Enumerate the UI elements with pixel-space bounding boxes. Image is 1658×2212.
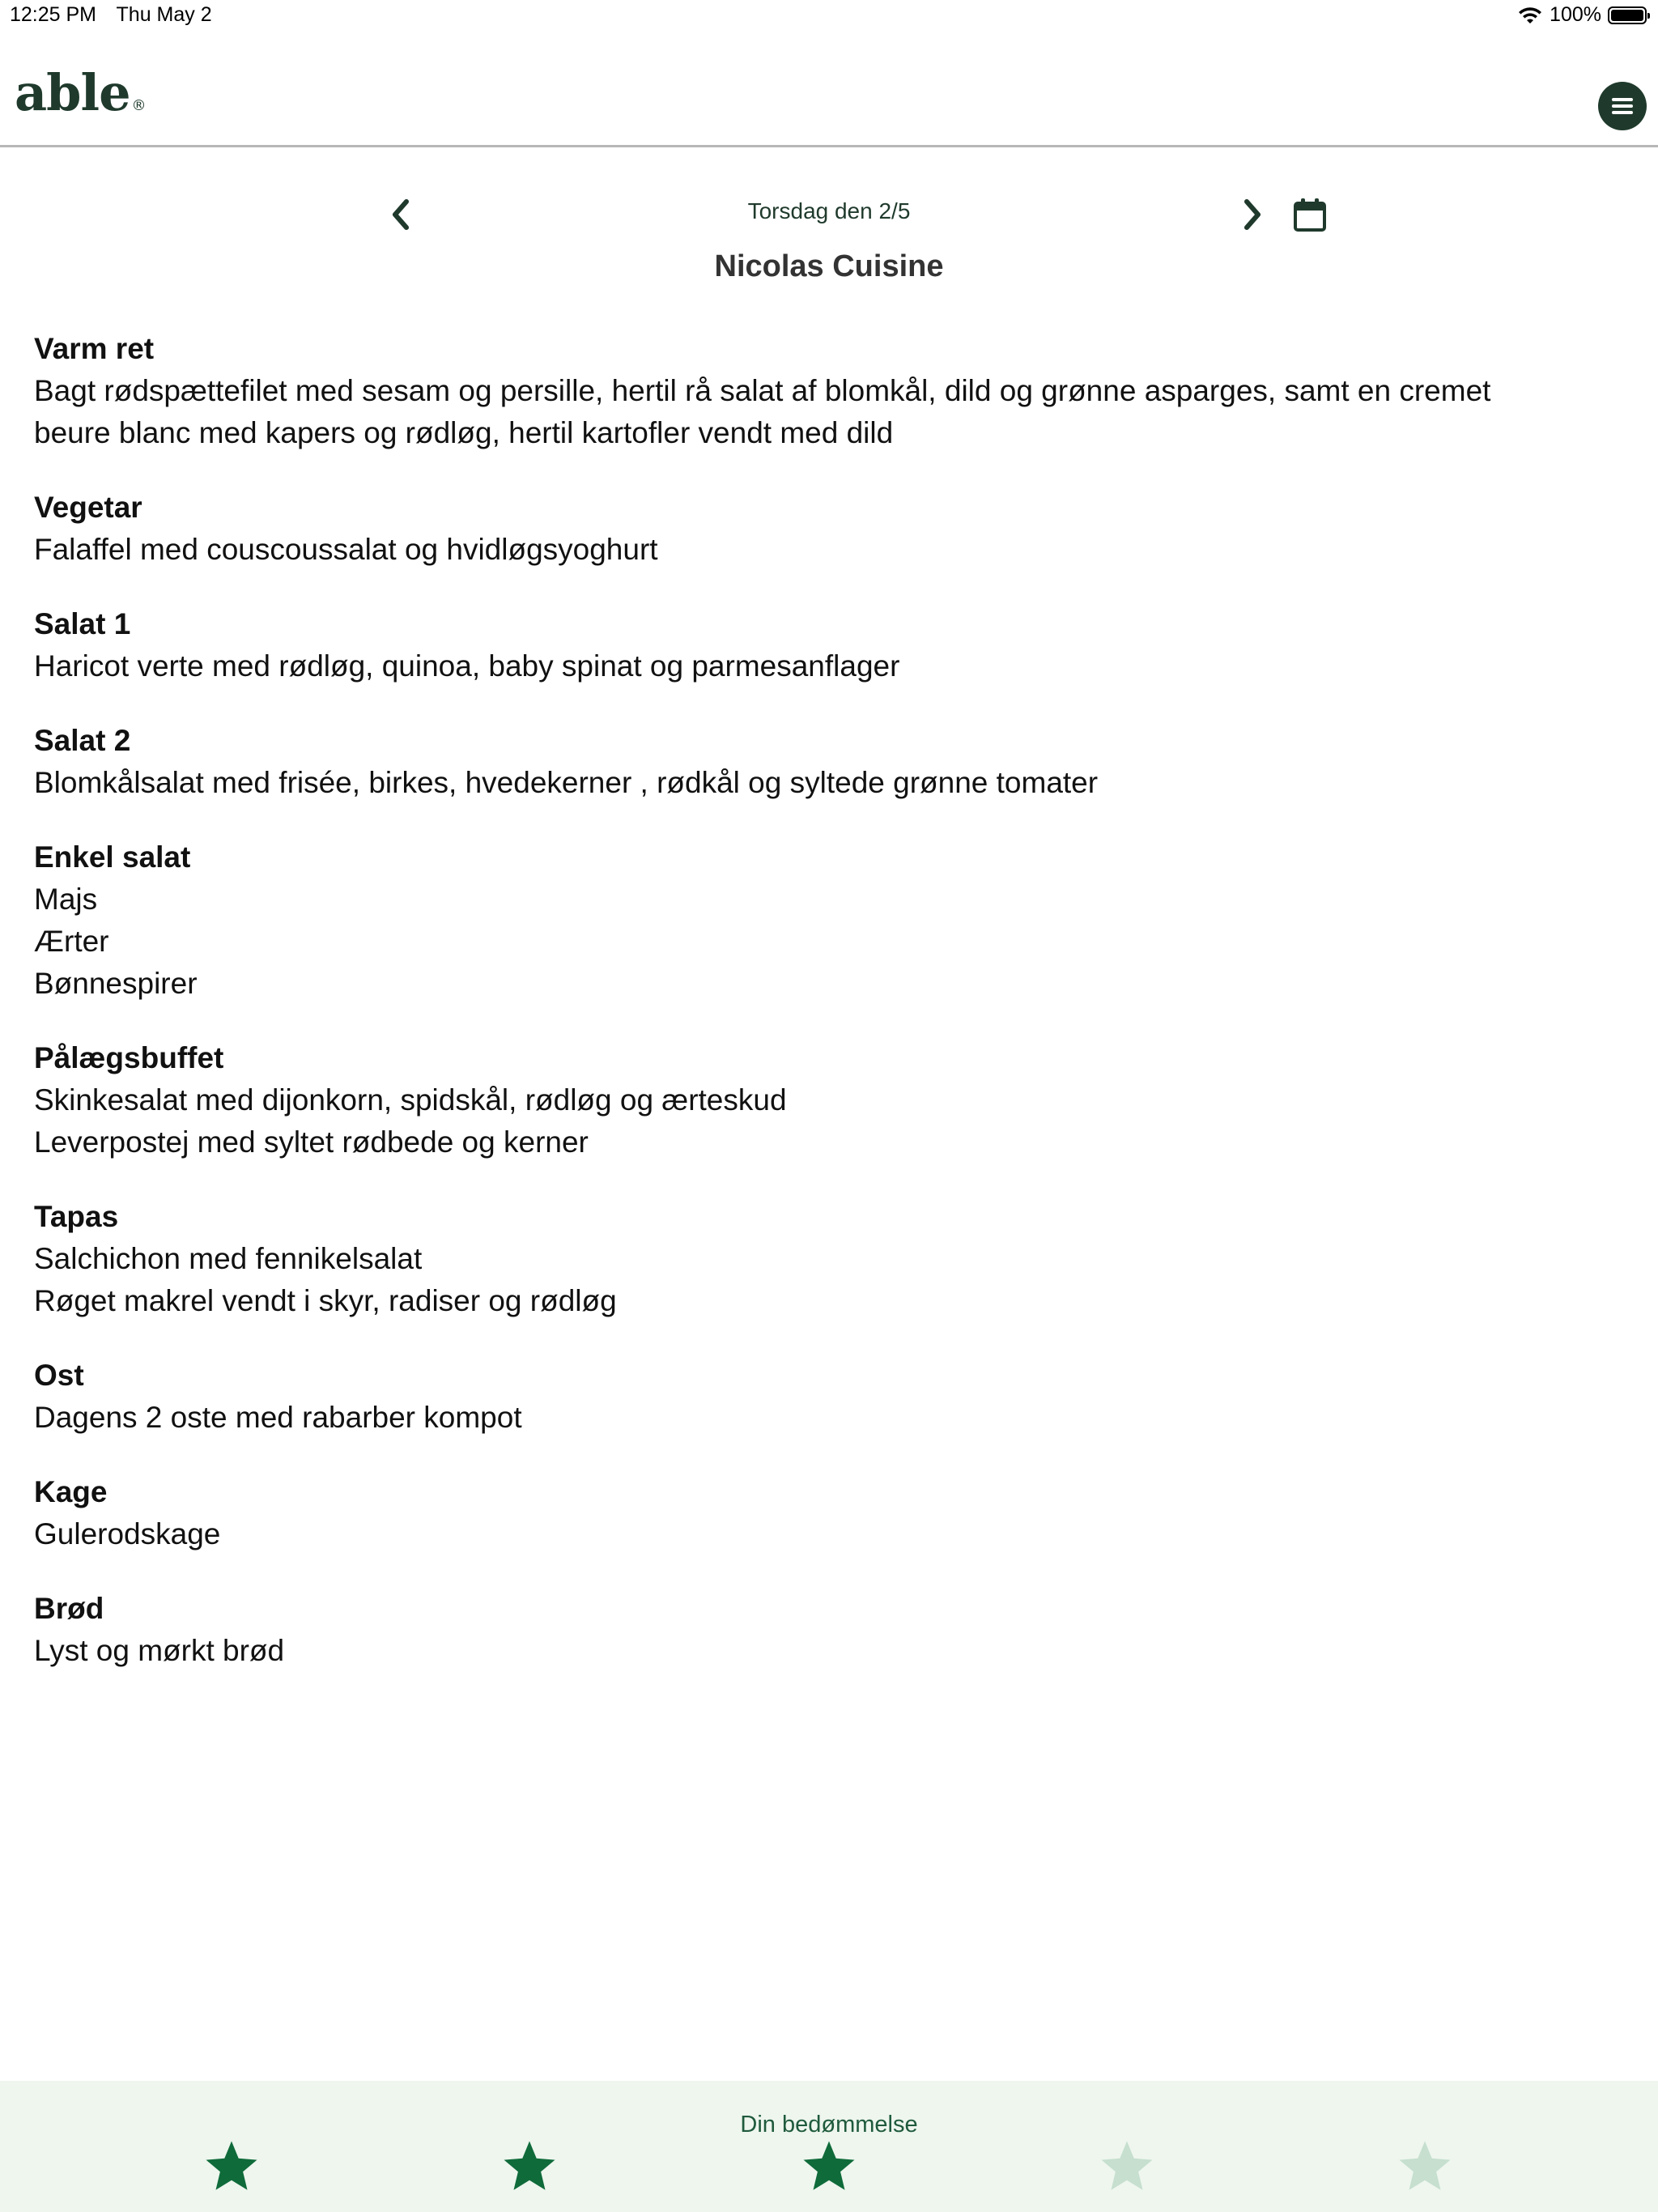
rating-star-5-icon[interactable]: [1396, 2138, 1454, 2196]
section-title: Salat 2: [34, 724, 131, 757]
battery-icon: [1608, 6, 1647, 24]
section-title: Salat 1: [34, 607, 131, 640]
calendar-icon: [1292, 198, 1328, 233]
status-bar: [0, 0, 1658, 32]
menu-item: Gulerodskage: [34, 1517, 221, 1551]
menu-section-kage: [34, 1471, 1621, 1555]
menu-section-varm-ret: [34, 328, 1621, 454]
menu-section-brod: [34, 1588, 1621, 1672]
section-title: Varm ret: [34, 332, 155, 365]
section-title: Kage: [34, 1475, 108, 1508]
next-day-button[interactable]: [1232, 194, 1273, 235]
rating-star-2-icon[interactable]: [500, 2138, 559, 2196]
section-title: Pålægsbuffet: [34, 1041, 224, 1074]
menu-item: Røget makrel vendt i skyr, radiser og rødløg: [34, 1284, 617, 1317]
date-label: Torsdag den 2/5: [747, 198, 911, 223]
calendar-button[interactable]: [1292, 198, 1333, 238]
rating-star-3-icon[interactable]: [800, 2138, 858, 2196]
menu-item: Dagens 2 oste med rabarber kompot: [34, 1401, 522, 1434]
menu-item: Haricot verte med rødløg, quinoa, baby spinat og parmesanflager: [34, 649, 900, 683]
menu-item: beure blanc med kapers og rødløg, hertil kartofler vendt med dild: [34, 416, 894, 449]
status-time: 12:25 PM: [10, 3, 97, 26]
status-left: [10, 3, 227, 27]
rating-panel: [0, 2081, 1658, 2212]
menu-item: Bønnespirer: [34, 967, 198, 1000]
menu-item: Blomkålsalat med frisée, birkes, hvedekerner , rødkål og syltede grønne tomater: [34, 766, 1099, 799]
menu-section-ost: [34, 1355, 1621, 1439]
chevron-right-icon: [1240, 198, 1265, 231]
rating-label: Din bedømmelse: [740, 2112, 918, 2138]
hamburger-menu-icon: [1610, 96, 1635, 117]
menu-item: Bagt rødspættefilet med sesam og persille, hertil rå salat af blomkål, dild og grønne asparges, samt en cremet: [34, 374, 1491, 407]
logo-registered-mark: ®: [131, 97, 146, 114]
menu-section-enkel-salat: [34, 836, 1621, 1005]
status-right: [1517, 3, 1647, 27]
rating-star-4-icon[interactable]: [1098, 2138, 1156, 2196]
menu-item: Falaffel med couscoussalat og hvidløgsyoghurt: [34, 533, 658, 566]
logo-text: able: [15, 63, 130, 122]
menu-section-salat-1: [34, 603, 1621, 687]
menu-item: Ærter: [34, 925, 109, 958]
menu-item: Lyst og mørkt brød: [34, 1634, 285, 1667]
menu-section-salat-2: [34, 720, 1621, 804]
wifi-icon: [1517, 6, 1543, 25]
menu-item: Skinkesalat med dijonkorn, spidskål, rødløg og ærteskud: [34, 1083, 787, 1117]
menu-item: Leverpostej med syltet rødbede og kerner: [34, 1125, 589, 1159]
status-date: Thu May 2: [116, 3, 212, 26]
section-title: Enkel salat: [34, 840, 191, 874]
menu-item: Salchichon med fennikelsalat: [34, 1242, 423, 1275]
menu-section-vegetar: [34, 487, 1621, 571]
app-logo[interactable]: [15, 63, 146, 122]
battery-percent: 100%: [1550, 3, 1601, 26]
section-title: Brød: [34, 1592, 104, 1625]
section-title: Tapas: [34, 1200, 119, 1233]
menu-section-tapas: [34, 1196, 1621, 1322]
section-title: Vegetar: [34, 491, 142, 524]
menu-item: Majs: [34, 883, 98, 916]
date-navigation: [0, 182, 1658, 247]
rating-star-1-icon[interactable]: [202, 2138, 261, 2196]
hamburger-menu-button[interactable]: [1598, 82, 1647, 130]
section-title: Ost: [34, 1359, 84, 1392]
menu-section-palaegsbuffet: [34, 1037, 1621, 1163]
app-header: [0, 32, 1658, 147]
restaurant-name: Nicolas Cuisine: [714, 249, 944, 283]
menu-list: [34, 328, 1621, 1704]
